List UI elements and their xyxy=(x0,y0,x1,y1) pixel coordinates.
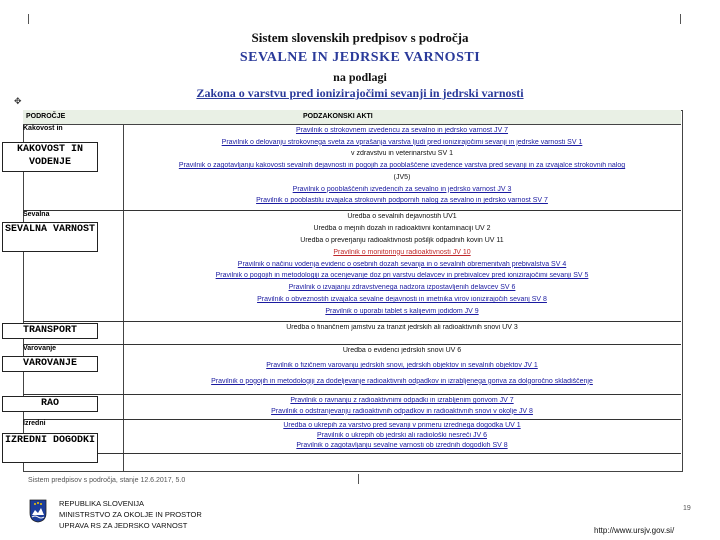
area-label: KAKOVOST IN VODENJE xyxy=(2,142,98,172)
title-line-4[interactable]: Zakona o varstvu pred ionizirajočimi sevanji in jedrski varnosti xyxy=(196,86,524,100)
regulation-link[interactable]: Pravilnik o monitoringu radioaktivnosti JV 10 xyxy=(333,248,471,256)
regulation-link[interactable]: Pravilnik o uporabi tablet s kalijevim jodidom JV 9 xyxy=(325,308,479,316)
row-area-heading: Izredni xyxy=(23,420,46,427)
regulation-link: Uredba o evidenci jedrskih snovi UV 6 xyxy=(342,347,462,354)
left-margin-line xyxy=(28,14,29,24)
row-area-heading: Sevalna xyxy=(23,211,50,218)
org-line-3: UPRAVA RS ZA JEDRSKO VARNOST xyxy=(59,521,188,530)
regulation-link[interactable]: Pravilnik o obveznostih izvajalca sevalne dejavnosti in imetnika virov ionizirajočih sevanj SV 8 xyxy=(257,296,547,304)
org-line-1: REPUBLIKA SLOVENIJA xyxy=(59,499,145,508)
regulation-link[interactable]: Pravilnik o fizičnem varovanju jedrskih snovi, jedrskih objektov in sevalnih objektov JV 1 xyxy=(266,362,538,370)
table-row xyxy=(4,210,681,322)
area-label: VAROVANJE xyxy=(2,356,98,372)
right-margin-line xyxy=(680,14,681,24)
table-header xyxy=(23,110,681,125)
area-label: TRANSPORT xyxy=(2,323,98,339)
move-icon[interactable]: ✥ xyxy=(14,96,22,106)
header-col-area: PODROČJE xyxy=(26,113,66,120)
regulation-link[interactable]: Pravilnik o pooblastilu izvajalca strokovnih podpornih nalog za sevalno in jedrsko varnost SV 7 xyxy=(256,197,548,205)
regulation-link: Uredba o finančnem jamstvu za tranzit jedrskih ali radioaktivnih snovi UV 3 xyxy=(286,324,518,331)
row-area-heading: Varovanje xyxy=(23,345,57,352)
regulation-link[interactable]: Pravilnik o ravnanju z radioaktivnimi odpadki in izrabljenim gorivom JV 7 xyxy=(290,397,514,404)
regulation-link: v zdravstvu in veterinarstvu SV 1 xyxy=(351,150,453,158)
regulation-link[interactable]: Uredba o ukrepih za varstvo pred sevanji v primeru izrednega dogodka UV 1 xyxy=(283,422,521,429)
footer-url[interactable]: http://www.ursjv.gov.si/ xyxy=(594,526,675,535)
org-line-2: MINISTRSTVO ZA OKOLJE IN PROSTOR xyxy=(59,510,202,519)
footnote: Sistem predpisov s področja, stanje 12.6.2017, 5.0 xyxy=(28,477,186,484)
regulation-link[interactable]: Pravilnik o zagotavljanju kakovosti sevalnih dejavnosti in pogojih za pooblaščene izvedence varstva pred sevanji in za izvajalce strokovnih nalog xyxy=(178,162,626,170)
table-row xyxy=(23,394,681,420)
title-line-1: Sistem slovenskih predpisov s področja xyxy=(251,30,469,45)
regulation-link[interactable]: Pravilnik o strokovnem izvedencu za sevalno in jedrsko varnost JV 7 xyxy=(295,127,509,134)
regulation-link[interactable]: Pravilnik o pogojih in metodologiji za dodeljevanje radioaktivnih odpadkov in izrabljenega goriva za dolgoročno skladiščenje xyxy=(211,377,593,385)
coat-of-arms-icon xyxy=(29,499,47,523)
regulation-link[interactable]: Pravilnik o izvajanju zdravstvenega nadzora izpostavljenih delavcev SV 6 xyxy=(288,284,516,292)
regulation-link[interactable]: Pravilnik o ukrepih ob jedrski ali radiološki nesreči JV 6 xyxy=(316,432,488,439)
regulation-link[interactable]: Pravilnik o pooblaščenih izvedencih za sevalno in jedrsko varnost JV 3 xyxy=(292,185,512,193)
regulation-link[interactable]: Pravilnik o pogojih in metodologiji za ocenjevanje doz pri varstvu delavcev in prebivalcev pred ionizirajočimi sevanji SV 5 xyxy=(215,272,589,280)
regulation-link[interactable]: Pravilnik o odstranjevanju radioaktivnih odpadkov in radioaktivnih snovi v okolje JV 8 xyxy=(271,407,533,415)
regulation-link[interactable]: Pravilnik o zagotavljanju sevalne varnosti ob izrednih dogodkih SV 8 xyxy=(296,442,508,449)
title-line-3: na podlagi xyxy=(333,70,387,84)
table-row xyxy=(4,419,681,454)
row-area-heading: Kakovost in xyxy=(23,125,63,132)
area-label: SEVALNA VARNOST xyxy=(2,222,98,252)
regulation-link[interactable]: Pravilnik o načinu vodenja evidenc o osebnih dozah sevanja in o sevalnih obremenitvah prebivalstva SV 4 xyxy=(237,260,567,268)
area-label: RAO xyxy=(2,396,98,412)
area-label: IZREDNI DOGODKI xyxy=(2,433,98,463)
header-col-acts: PODZAKONSKI AKTI xyxy=(303,113,373,120)
title-line-2: SEVALNE IN JEDRSKE VARNOSTI xyxy=(239,50,481,65)
page-number: 19 xyxy=(683,505,691,512)
regulation-link: Uredba o mejnih dozah in radioaktivni kontaminaciji UV 2 xyxy=(313,224,491,232)
mid-margin-line xyxy=(358,474,359,484)
regulation-link: Uredba o sevalnih dejavnostih UV1 xyxy=(347,213,457,220)
table-row xyxy=(23,344,681,395)
regulation-link[interactable]: Pravilnik o delovanju strokovnega sveta za vprašanja varstva ljudi pred ionizirajočimi sevanji in jedrske varnosti SV 1 xyxy=(221,138,583,146)
table-row xyxy=(23,321,681,345)
regulation-link: (JV5) xyxy=(393,173,411,181)
regulation-link: Uredba o preverjanju radioaktivnosti pošiljk odpadnih kovin UV 11 xyxy=(300,236,504,244)
table-row xyxy=(16,124,681,211)
